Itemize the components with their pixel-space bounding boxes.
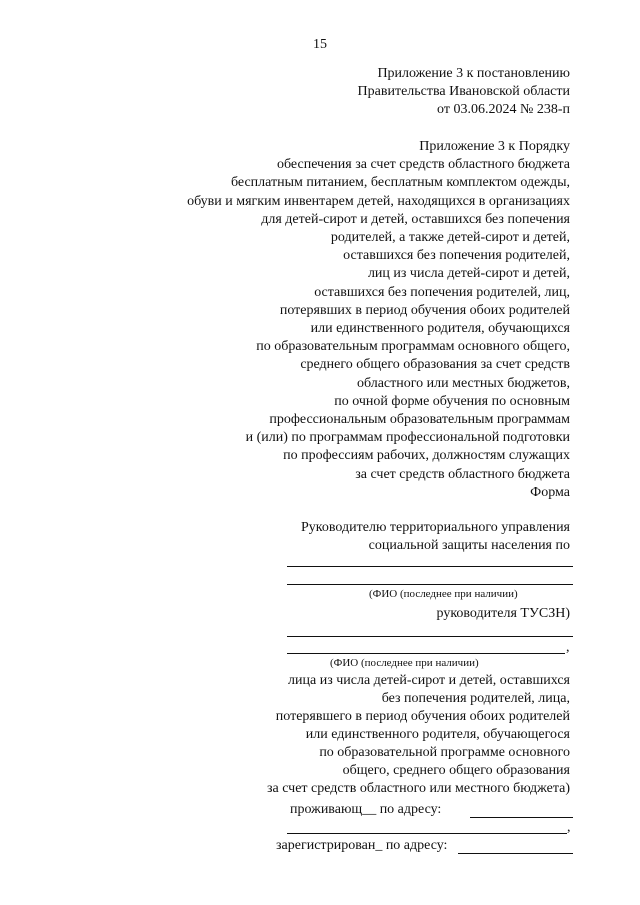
appendix-header xyxy=(358,65,570,119)
fio-caption: (ФИО (последнее при наличии) xyxy=(330,657,479,669)
person-line: без попечения родителей, лица, xyxy=(381,691,570,706)
order-header-line: обуви и мягким инвентарем детей, находящихся в организациях xyxy=(187,193,570,209)
order-header-line: обеспечения за счет средств областного бюджета xyxy=(276,157,570,173)
person-line: или единственного родителя, обучающегося xyxy=(305,727,570,742)
addressee-line: социальной защиты населения по xyxy=(368,538,570,553)
person-line: общего, среднего общего образования xyxy=(342,763,570,778)
head-title: руководителя ТУСЗН) xyxy=(436,606,570,621)
page-number: 15 xyxy=(313,37,327,52)
appendix-header-line: Правительства Ивановской области xyxy=(357,84,570,99)
form-label: Форма xyxy=(530,485,570,500)
order-header-line: за счет средств областного бюджета xyxy=(355,466,570,482)
order-header-line: и (или) по программам профессиональной подготовки xyxy=(245,430,570,446)
fill-line xyxy=(287,653,565,654)
order-header xyxy=(187,138,570,484)
order-header-line: оставшихся без попечения родителей, xyxy=(343,248,570,264)
order-header-line: среднего общего образования за счет средств xyxy=(300,357,570,373)
order-header-line: родителей, а также детей-сирот и детей, xyxy=(330,230,570,246)
residing-label: проживающ__ по адресу: xyxy=(290,802,442,817)
fill-line xyxy=(287,584,573,585)
order-header-line: бесплатным питанием, бесплатным комплектом одежды, xyxy=(230,175,570,191)
registered-label: зарегистрирован_ по адресу: xyxy=(276,838,448,853)
fill-line xyxy=(287,833,567,834)
fill-line xyxy=(287,636,573,637)
comma: , xyxy=(567,820,571,835)
addressee-line: Руководителю территориального управления xyxy=(301,520,570,535)
order-header-line: для детей-сирот и детей, оставшихся без попечения xyxy=(261,211,570,227)
person-description xyxy=(267,672,570,798)
fio-caption: (ФИО (последнее при наличии) xyxy=(369,588,518,600)
order-header-line: Приложение 3 к Порядку xyxy=(419,139,570,154)
fill-line xyxy=(287,566,573,567)
order-header-line: по очной форме обучения по основным xyxy=(334,393,570,409)
fill-line xyxy=(470,817,573,818)
order-header-line: оставшихся без попечения родителей, лиц, xyxy=(314,284,570,300)
order-header-line: потерявших в период обучения обоих родителей xyxy=(279,302,570,318)
person-line: по образовательной программе основного xyxy=(319,745,570,760)
order-header-line: по профессиям рабочих, должностям служащих xyxy=(283,448,570,464)
order-header-line: или единственного родителя, обучающихся xyxy=(310,321,570,337)
order-header-line: по образовательным программам основного общего, xyxy=(256,339,570,355)
appendix-header-line: от 03.06.2024 № 238-п xyxy=(437,102,570,117)
fill-line xyxy=(458,853,573,854)
person-line: за счет средств областного или местного бюджета) xyxy=(266,781,570,796)
comma: , xyxy=(566,640,570,655)
order-header-line: областного или местных бюджетов, xyxy=(356,375,570,391)
order-header-line: профессиональным образовательным программам xyxy=(269,412,570,428)
order-header-line: лиц из числа детей-сирот и детей, xyxy=(367,266,570,282)
person-line: потерявшего в период обучения обоих родителей xyxy=(275,709,570,724)
person-line: лица из числа детей-сирот и детей, оставшихся xyxy=(288,673,570,688)
appendix-header-line: Приложение 3 к постановлению xyxy=(377,66,570,81)
